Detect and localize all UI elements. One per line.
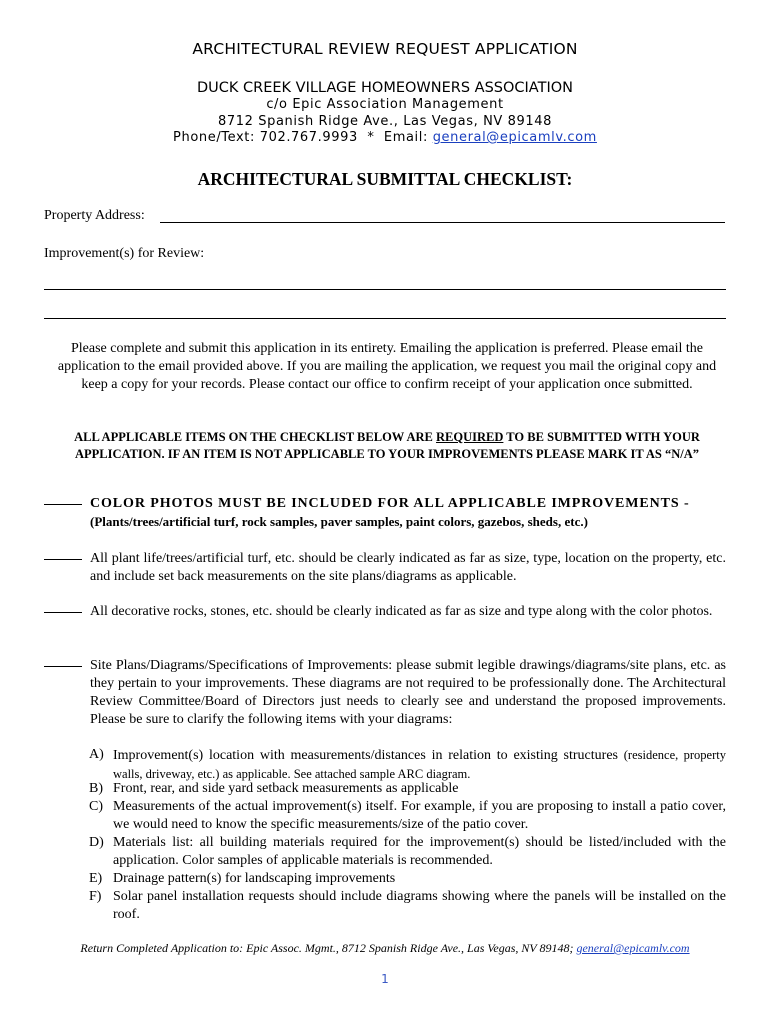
notice-part-1: ALL APPLICABLE ITEMS ON THE CHECKLIST BELOW ARE — [74, 430, 437, 444]
form-title: ARCHITECTURAL REVIEW REQUEST APPLICATION — [192, 40, 578, 58]
improvements-field-line-2[interactable] — [44, 318, 726, 319]
checklist-item-decorative-rocks — [44, 603, 726, 621]
footer — [0, 941, 770, 956]
checkbox-blank[interactable] — [44, 504, 82, 505]
page-number: 1 — [381, 972, 389, 986]
improvements-field-line-1[interactable] — [44, 289, 726, 290]
item4-text: Site Plans/Diagrams/Specifications of Improvements: please submit legible drawings/diagrams/site plans, etc. as they pertain to your improvements. These diagrams are not required to be professionally done. The Architectural Review Committee/Board of Directors just needs to clearly see and understand the proposed improvements. Please be sure to clarify the following items with your diagrams: — [90, 658, 726, 727]
care-of-line: c/o Epic Association Management — [266, 97, 504, 112]
item2-text: All plant life/trees/artificial turf, etc. should be clearly indicated as far as size, type, location on the property, etc. and include set back measurements on the site plans/diagrams as applicable. — [90, 551, 726, 584]
property-address-field[interactable] — [160, 222, 725, 223]
improvements-label: Improvement(s) for Review: — [44, 246, 205, 261]
checklist-item-site-plans — [44, 657, 726, 729]
item-a-key: A) — [89, 747, 104, 762]
checkbox-blank[interactable] — [44, 559, 82, 560]
instructions-paragraph: Please complete and submit this application in its entirety. Emailing the application is preferred. Please email the application to the email provided above. If you are mailing the application, we request you mail the original copy and keep a copy for your records. Please contact our office to confirm receipt of your application once submitted. — [57, 341, 717, 392]
contact-line — [0, 130, 770, 145]
diagram-item-d — [89, 834, 726, 870]
item-a-text-2: (residence, property walls, driveway, etc.) as applicable. See attached sample ARC diagram. — [113, 748, 726, 781]
notice-part-2: TO BE SUBMITTED WITH YOUR APPLICATION. IF AN ITEM IS NOT APPLICABLE TO YOUR IMPROVEMENTS PLEASE MARK IT AS “N/A” — [74, 430, 700, 461]
item3-text: All decorative rocks, stones, etc. should be clearly indicated as far as size and type along with the color photos. — [90, 604, 713, 619]
required-notice — [44, 429, 730, 463]
footer-text: Return Completed Application to: Epic Assoc. Mgmt., 8712 Spanish Ridge Ave., Las Vegas, NV 89148; — [80, 941, 577, 955]
diagram-item-f — [89, 888, 726, 924]
item-b-key: B) — [89, 781, 103, 796]
checklist-item-plant-life — [44, 550, 726, 586]
checklist-title: ARCHITECTURAL SUBMITTAL CHECKLIST: — [197, 169, 573, 189]
diagram-item-b — [89, 780, 726, 798]
item-f-key: F) — [89, 889, 102, 904]
notice-required-word: REQUIRED — [436, 430, 504, 444]
item-f-text: Solar panel installation requests should include diagrams showing where the panels will be installed on the roof. — [113, 889, 726, 922]
item-e-text: Drainage pattern(s) for landscaping improvements — [113, 871, 396, 886]
item-a-text-1: Improvement(s) location with measurements/distances in relation to existing structures — [113, 748, 624, 763]
item-c-text: Measurements of the actual improvement(s) itself. For example, if you are proposing to install a patio cover, we would need to know the specific measurements/size of the patio cover. — [113, 799, 726, 832]
contact-prefix: Phone/Text: 702.767.9993 * Email: — [173, 130, 433, 145]
association-name: DUCK CREEK VILLAGE HOMEOWNERS ASSOCIATION — [197, 80, 573, 96]
item1-line2: (Plants/trees/artificial turf, rock samples, paver samples, paint colors, gazebos, sheds, etc.) — [90, 514, 588, 529]
item-e-key: E) — [89, 871, 103, 886]
checkbox-blank[interactable] — [44, 666, 82, 667]
item-d-key: D) — [89, 835, 104, 850]
diagram-item-c — [89, 798, 726, 834]
property-address-label: Property Address: — [44, 208, 145, 223]
footer-email-link[interactable]: general@epicamlv.com — [576, 941, 690, 955]
checklist-item-color-photos — [44, 495, 726, 531]
checkbox-blank[interactable] — [44, 612, 82, 613]
diagram-item-e — [89, 870, 726, 888]
header-email-link[interactable]: general@epicamlv.com — [432, 130, 597, 145]
street-address: 8712 Spanish Ridge Ave., Las Vegas, NV 89148 — [218, 114, 552, 129]
item-d-text: Materials list: all building materials required for the improvement(s) should be listed/included with the application. Color samples of applicable materials is recommended. — [113, 835, 726, 868]
item1-line1: COLOR PHOTOS MUST BE INCLUDED FOR ALL APPLICABLE IMPROVEMENTS - — [90, 496, 690, 511]
diagram-item-a — [89, 746, 726, 784]
item-c-key: C) — [89, 799, 103, 814]
item-b-text: Front, rear, and side yard setback measurements as applicable — [113, 781, 459, 796]
